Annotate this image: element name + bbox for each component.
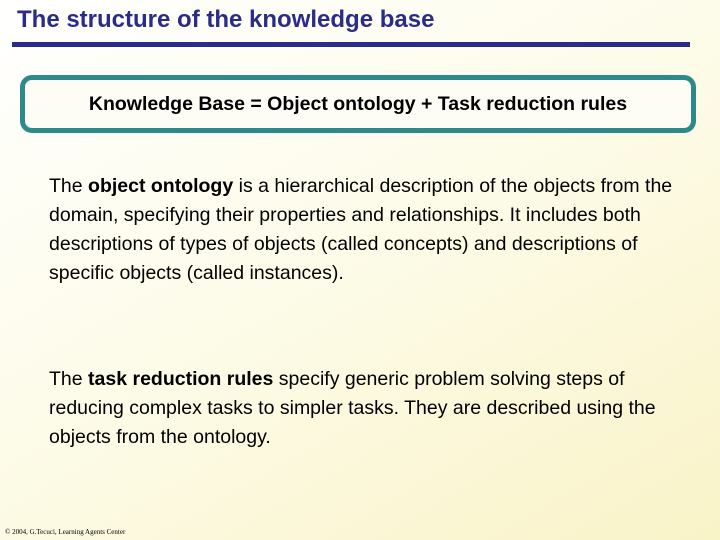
title-underline <box>12 42 690 47</box>
paragraph1-prefix: The <box>49 175 89 197</box>
paragraph2-prefix: The <box>49 368 89 390</box>
slide-title: The structure of the knowledge base <box>17 6 435 33</box>
paragraph1-text: is a hierarchical description of the objects from the domain, specifying their properties and relationships. It includes both descriptions of types of objects (called concepts) and descriptions of specific objects (called instances). <box>49 175 673 284</box>
object-ontology-paragraph <box>49 172 689 288</box>
copyright-footer: © 2004, G.Tecuci, Learning Agents Center <box>5 528 126 536</box>
task-reduction-rules-paragraph <box>49 365 689 452</box>
task-reduction-rules-term: task reduction rules <box>88 368 274 390</box>
knowledge-base-equation: Knowledge Base = Object ontology + Task reduction rules <box>88 92 628 115</box>
paragraph2-text: specify generic problem solving steps of reducing complex tasks to simpler tasks. They are described using the objects from the ontology. <box>49 368 656 448</box>
knowledge-base-equation-box <box>20 75 696 133</box>
object-ontology-term: object ontology <box>88 175 234 197</box>
